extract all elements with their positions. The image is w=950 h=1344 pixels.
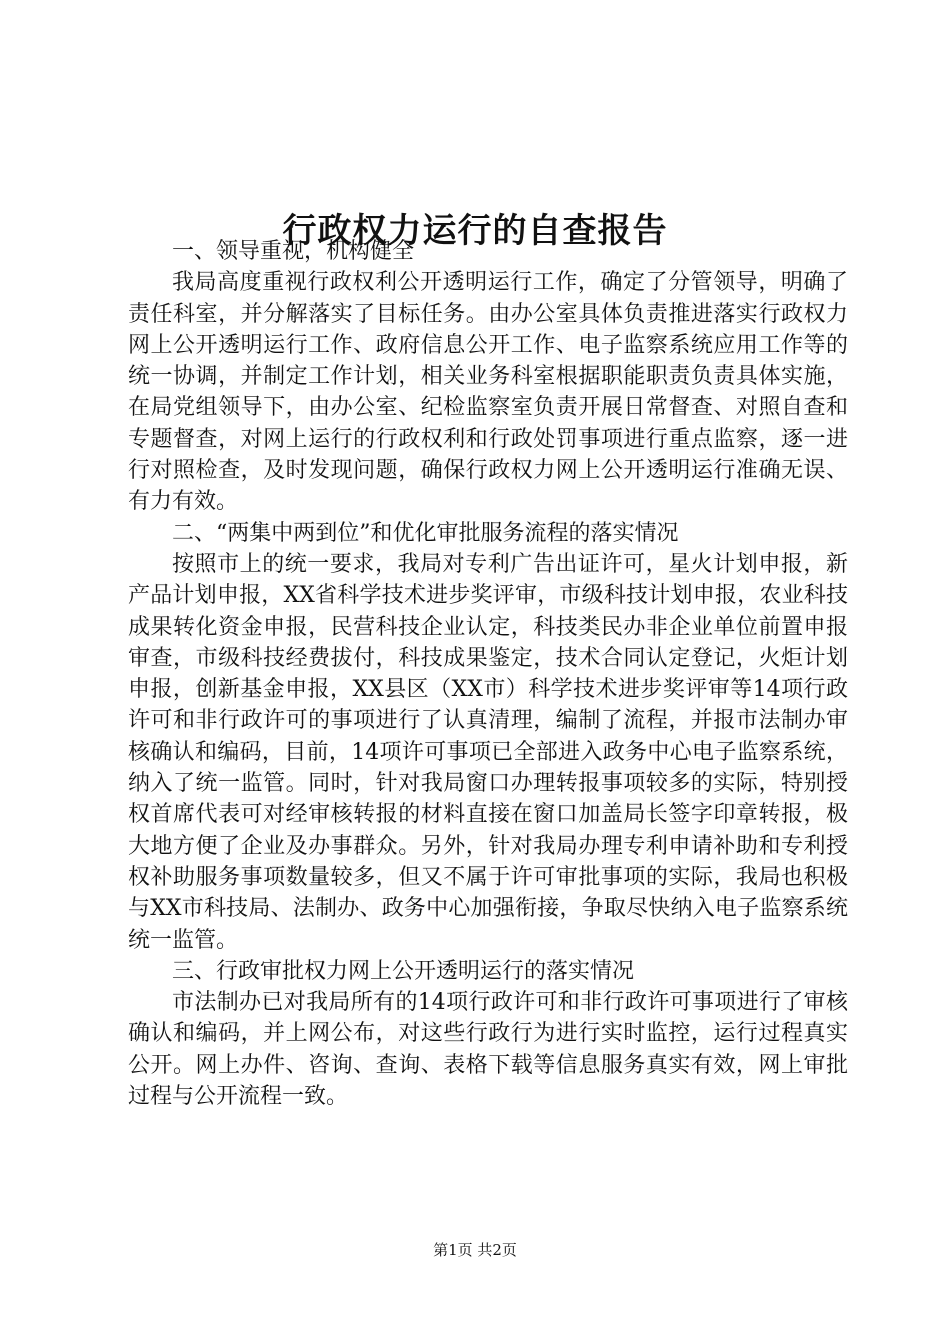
section-heading-3: 三、行政审批权力网上公开透明运行的落实情况: [172, 958, 635, 984]
page-title: 行政权力运行的自查报告: [282, 210, 668, 251]
page-footer: 第1页 共2页: [433, 1241, 517, 1259]
section-heading-1: 一、领导重视，机构健全: [172, 239, 415, 264]
paragraph-1: 我局高度重视行政权利公开透明运行工作，确定了分管领导，明确了责任科室，并分解落实了目标任务。由办公室具体负责推进落实行政权力网上公开透明运行工作、政府信息公开工作、电子监察系统应用工作等的统一协调，并制定工作计划，相关业务科室根据职能职责负责具体实施，在局党组领导下，由办公室、纪检监察室负责开展日常督查、对照自查和专题督查，对网上运行的行政权利和行政处罚事项进行重点监察，逐一进行对照检查，及时发现问题，确保行政权力网上公开透明运行准确无误、有力有效。: [128, 270, 848, 515]
document-body: [128, 236, 848, 1112]
section-heading-2: 二、“两集中两到位”和优化审批服务流程的落实情况: [172, 520, 679, 546]
paragraph-2: 按照市上的统一要求，我局对专利广告出证许可，星火计划申报，新产品计划申报，XX省科学技术进步奖评审，市级科技计划申报，农业科技成果转化资金申报，民营科技企业认定，科技类民办非企业单位前置申报审查，市级科技经费拔付，科技成果鉴定，技术合同认定登记，火炬计划申报，创新基金申报，XX县区（XX市）科学技术进步奖评审等14项行政许可和非行政许可的事项进行了认真清理，编制了流程，并报市法制办审核确认和编码，目前，14项许可事项已全部进入政务中心电子监察系统，纳入了统一监管。同时，针对我局窗口办理转报事项较多的实际，特别授权首席代表可对经审核转报的材料直接在窗口加盖局长签字印章转报，极大地方便了企业及办事群众。另外，针对我局办理专利申请补助和专利授权补助服务事项数量较多，但又不属于许可审批事项的实际，我局也积极与XX市科技局、法制办、政务中心加强衔接，争取尽快纳入电子监察系统统一监管。: [128, 551, 848, 953]
paragraph-3: 市法制办已对我局所有的14项行政许可和非行政许可事项进行了审核确认和编码，并上网公布，对这些行政行为进行实时监控，运行过程真实公开。网上办件、咨询、查询、表格下载等信息服务真实有效，网上审批过程与公开流程一致。: [128, 990, 848, 1110]
